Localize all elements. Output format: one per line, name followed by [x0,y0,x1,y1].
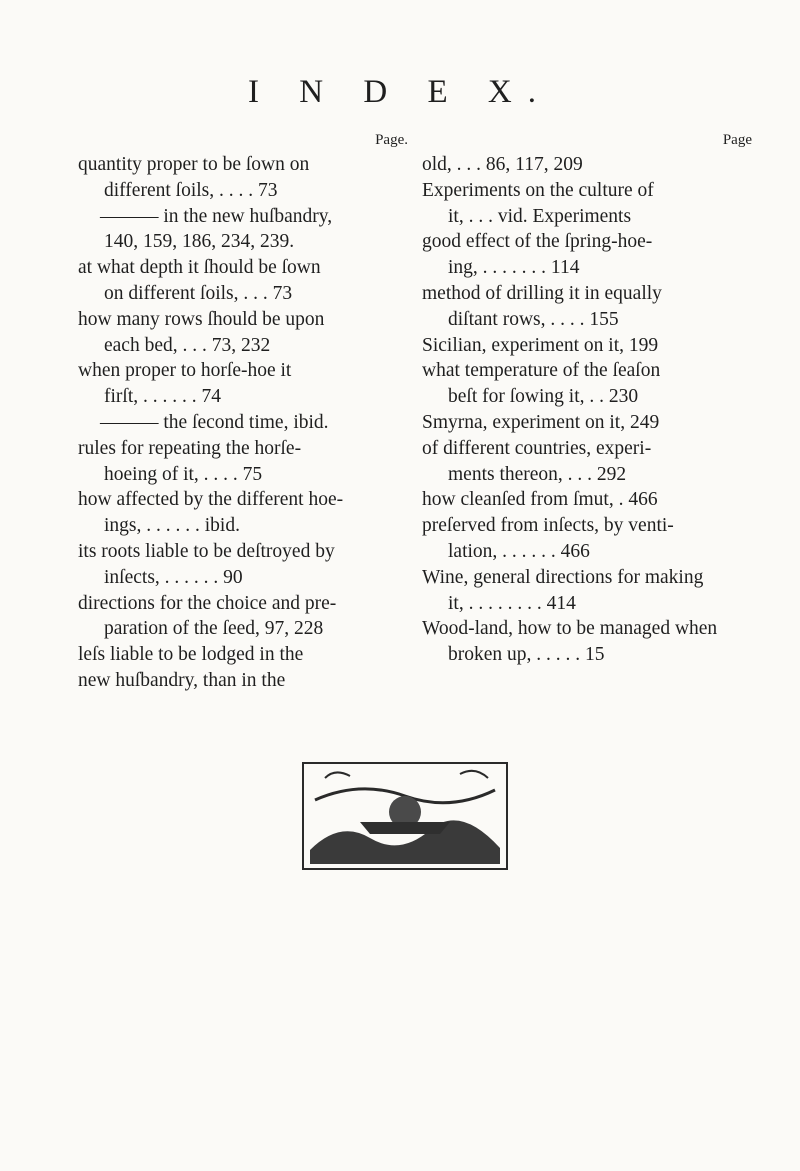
index-entry-line: ings, . . . . . . ibid. [104,515,240,537]
index-entry-line: 140, 159, 186, 234, 239. [104,231,295,253]
index-entry-line: Experiments on the culture of [422,179,654,201]
page-column-label: Page. [375,132,408,148]
index-entry-line: on different ſoils, . . . 73 [104,282,293,304]
index-entry-line: leſs liable to be lodged in the [78,644,304,666]
index-entry-line: directions for the choice and pre- [78,592,337,614]
index-entry-line: each bed, . . . 73, 232 [104,334,271,356]
index-entry-line: its roots liable to be deſtroyed by [78,540,335,562]
index-entry-line: when proper to horſe-hoe it [78,360,292,382]
index-entry-line: Wine, general directions for making [422,566,704,588]
index-entry-line: beſt for ſowing it, . . 230 [448,386,639,408]
index-entry-line: it, . . . vid. Experiments [448,205,632,227]
index-entry-line: quantity proper to be ſown on [78,154,310,175]
index-entry-line: different ſoils, . . . . 73 [104,179,278,201]
index-entry-line: old, . . . 86, 117, 209 [422,154,583,175]
index-entry-line: preſerved from inſects, by venti- [422,515,674,537]
index-entry-line: how affected by the different hoe- [78,489,344,511]
index-entry-line: at what depth it ſhould be ſown [78,257,321,279]
index-entry-line: it, . . . . . . . . 414 [448,592,576,614]
index-entry-line: ——— in the new huſbandry, [100,205,333,227]
index-entry-line: ing, . . . . . . . 114 [448,257,580,279]
index-column-left [78,130,408,694]
index-entry-line: of different countries, experi- [422,437,652,459]
index-entry-line: Wood-land, how to be managed when [422,618,718,640]
page-heading: I N D E X. [248,74,552,110]
index-entry-line: hoeing of it, . . . . 75 [104,463,263,485]
index-entry-line: new huſbandry, than in the [78,669,286,691]
index-column-right [422,130,752,668]
index-entry-line: diſtant rows, . . . . 155 [448,308,619,330]
index-entry-line: good effect of the ſpring-hoe- [422,231,653,253]
index-entry-line: method of drilling it in equally [422,282,662,304]
index-entry-line: broken up, . . . . . 15 [448,644,605,666]
index-entry-line: inſects, . . . . . . 90 [104,566,243,588]
index-entry-line: paration of the ſeed, 97, 228 [104,618,324,640]
index-entry-line: firſt, . . . . . . 74 [104,386,221,408]
index-entry-line: how cleanſed from ſmut, . 466 [422,489,658,511]
index-entry-line: Smyrna, experiment on it, 249 [422,411,660,433]
index-entry-line: ments thereon, . . . 292 [448,463,627,485]
index-entry-line: lation, . . . . . . 466 [448,540,590,562]
index-entry-line: rules for repeating the horſe- [78,437,302,459]
index-entry-line: how many rows ſhould be upon [78,308,325,330]
page-column-label: Page [722,132,752,148]
tailpiece-vignette [300,760,510,872]
index-entry-line: what temperature of the ſeaſon [422,360,661,382]
index-entry-line: Sicilian, experiment on it, 199 [422,334,659,356]
index-entry-line: ——— the ſecond time, ibid. [100,411,329,433]
